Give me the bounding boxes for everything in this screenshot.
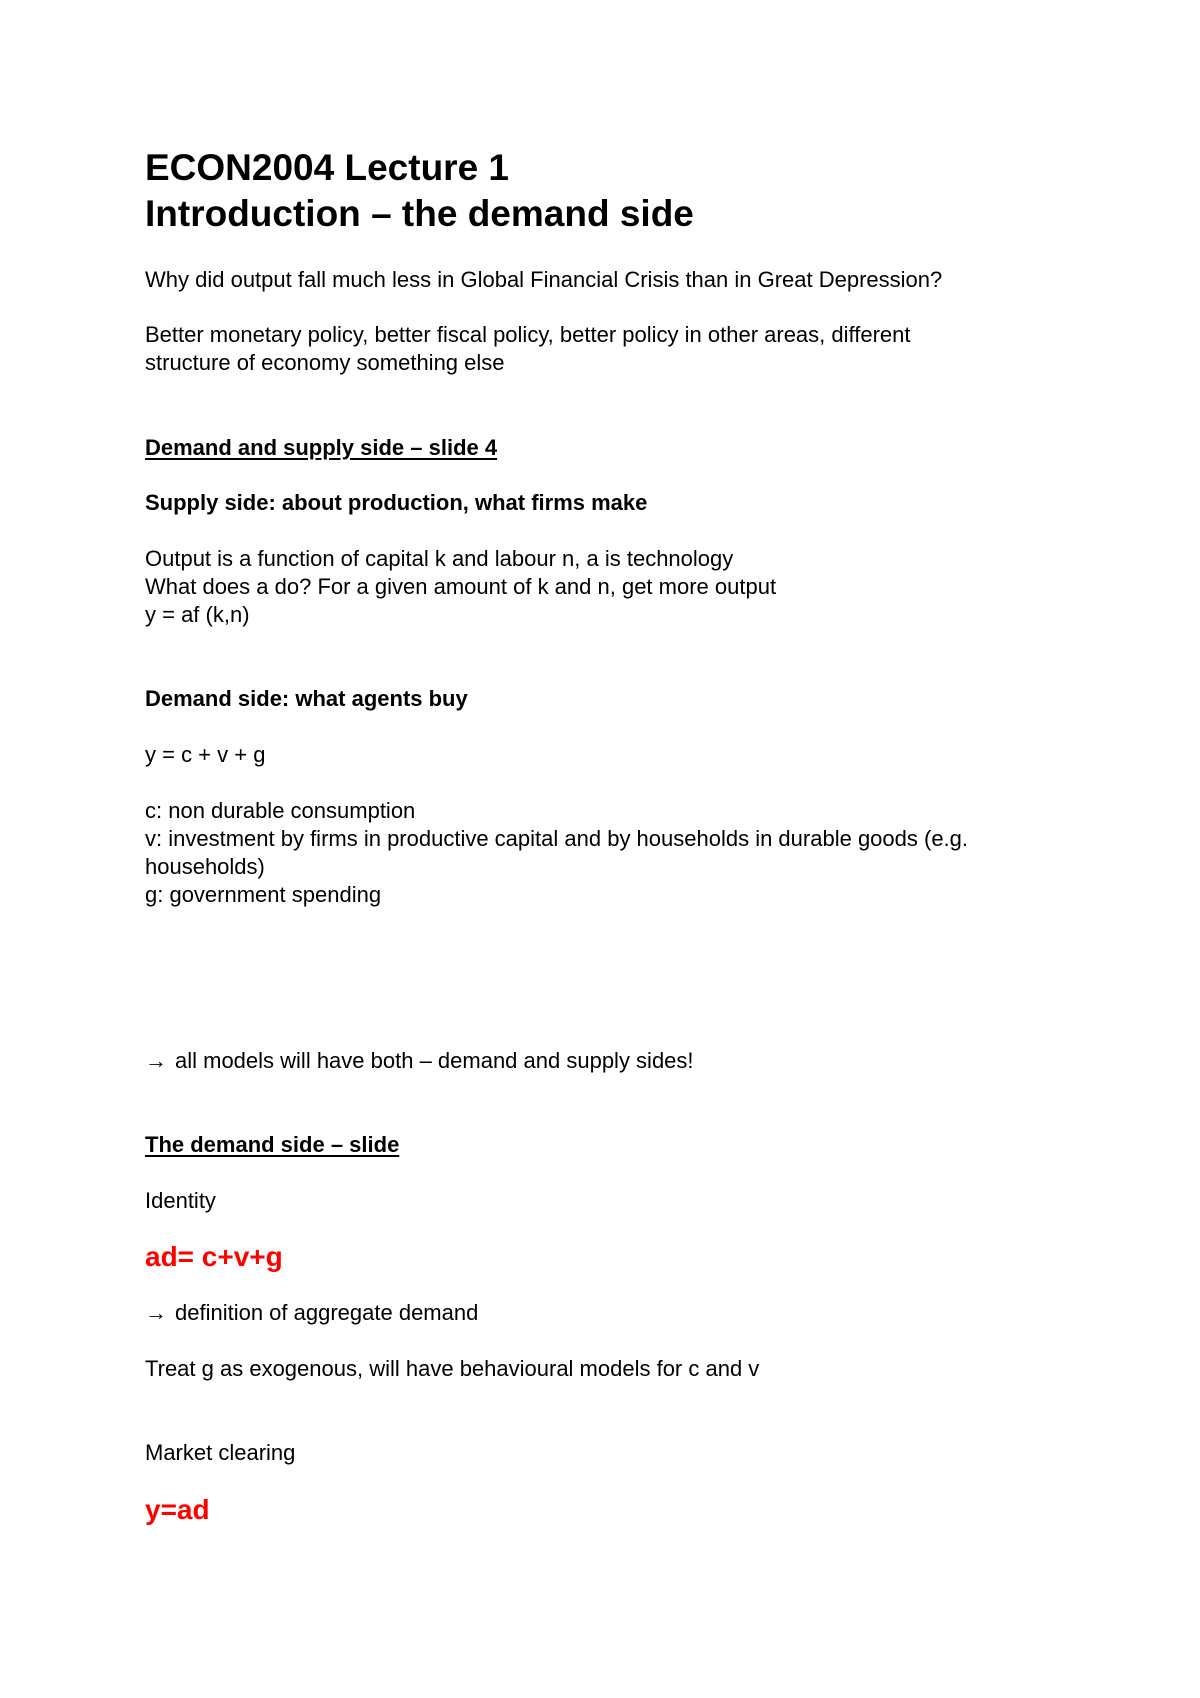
supply-line-1: Output is a function of capital k and labour n, a is technology	[145, 546, 734, 571]
definition-v-line-1: v: investment by firms in productive capital and by households in durable goods (e.g.	[145, 826, 969, 851]
question-text: Why did output fall much less in Global Financial Crisis than in Great Depression?	[145, 267, 943, 292]
clearing-equation: y=ad	[145, 1494, 210, 1525]
identity-label: Identity	[145, 1188, 216, 1213]
market-clearing-label: Market clearing	[145, 1440, 296, 1465]
supply-line-2: What does a do? For a given amount of k and n, get more output	[145, 574, 777, 599]
demand-side-heading: Demand side: what agents buy	[145, 686, 468, 711]
both-sides-text: all models will have both – demand and supply sides!	[175, 1048, 694, 1073]
treat-g-text: Treat g as exogenous, will have behavioural models for c and v	[145, 1356, 760, 1381]
section-heading-demand-supply: Demand and supply side – slide 4	[145, 435, 498, 460]
definition-v-line-2: households)	[145, 854, 265, 879]
ad-equation: ad= c+v+g	[145, 1241, 283, 1272]
ad-definition-text: definition of aggregate demand	[175, 1300, 479, 1325]
answer-line-1: Better monetary policy, better fiscal policy, better policy in other areas, different	[145, 322, 911, 347]
title-line-2: Introduction – the demand side	[145, 193, 694, 234]
supply-side-heading: Supply side: about production, what firms make	[145, 490, 648, 515]
production-function: y = af (k,n)	[145, 602, 250, 627]
ad-definition-note	[145, 1299, 478, 1327]
definition-c: c: non durable consumption	[145, 798, 416, 823]
right-arrow-icon: →	[145, 1300, 167, 1325]
both-sides-note	[145, 1047, 694, 1075]
answer-line-2: structure of economy something else	[145, 350, 505, 375]
title-line-1: ECON2004 Lecture 1	[145, 147, 510, 188]
right-arrow-icon: →	[145, 1048, 167, 1073]
section-heading-demand-side: The demand side – slide	[145, 1132, 400, 1157]
demand-equation: y = c + v + g	[145, 742, 266, 767]
definition-g: g: government spending	[145, 882, 382, 907]
